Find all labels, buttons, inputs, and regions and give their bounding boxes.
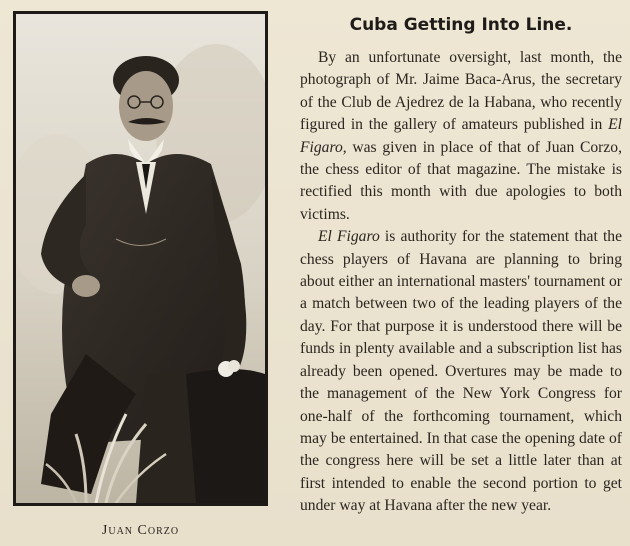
- article-headline: Cuba Getting Into Line.: [349, 15, 573, 35]
- publication-title-inline: El Figaro: [300, 116, 622, 156]
- paragraph-2-body: is authority for the statement that the chess players of Havana are planning to bring about either an international masters' tournament or a match between two of the leading players of the day. For that purpose it is understood there will be funds in plenty available and a subscription list has already been opened. Overtures may be made to the management of the New York Congress for one-half of the forthcoming tournament, which may be entertained. In that case the opening date of the congress here will be set a little later than at first intended to enable the second portion to get under way at Havana after the new year.: [300, 228, 622, 515]
- article: [300, 12, 622, 518]
- article-paragraph-2: [300, 226, 622, 517]
- article-paragraph-1: By an unfortunate oversight, last month, the photograph of Mr. Jaime Baca-Arus, the secretary of the Club de Ajedrez de la Habana, who recently figured in the gallery of amateurs published in El Figaro, was given in place of that of Juan Corzo, the chess editor of that magazine. The mistake is rectified this month with due apologies to both victims.: [300, 49, 622, 223]
- photo-caption: Juan Corzo: [101, 523, 180, 538]
- portrait-photo: [13, 11, 268, 506]
- publication-title: El Figaro: [318, 228, 380, 246]
- portrait-image: [16, 14, 265, 503]
